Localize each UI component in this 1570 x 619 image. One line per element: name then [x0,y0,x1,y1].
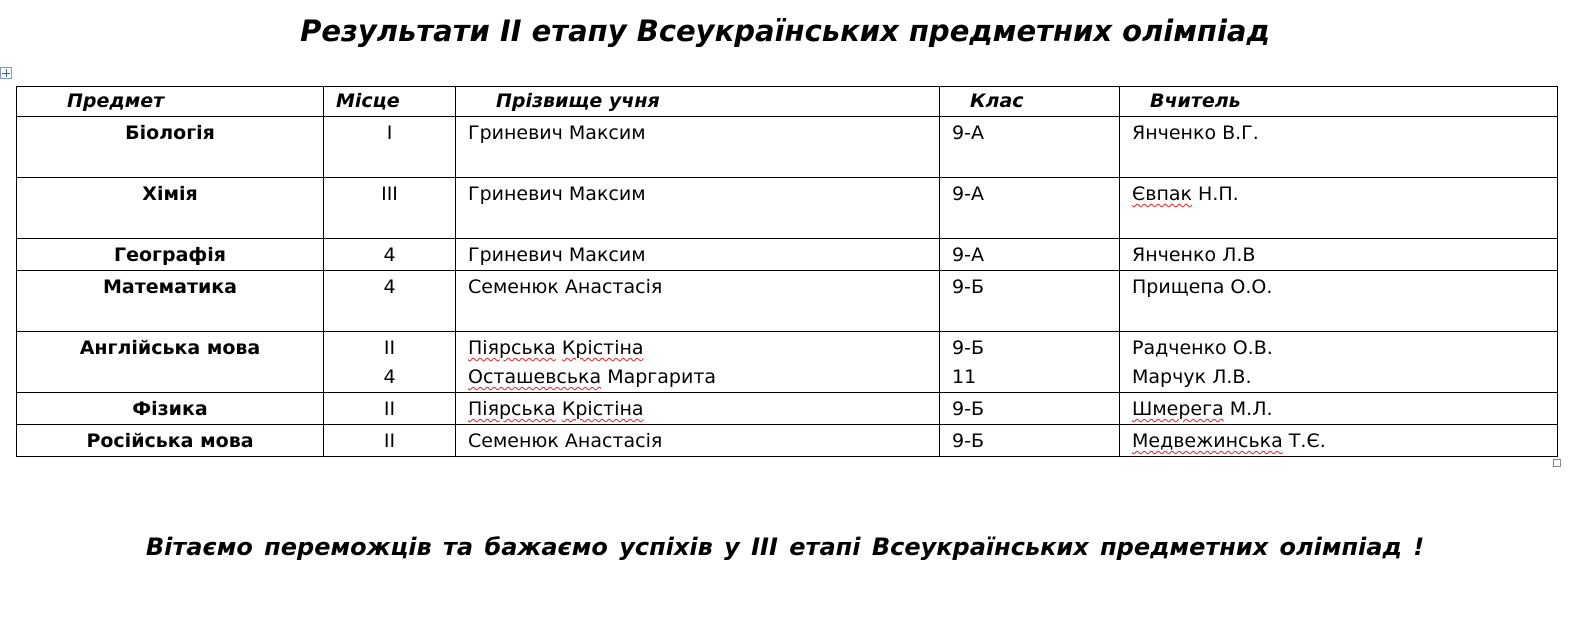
table-header-row [17,87,1558,117]
place-line: 4 [383,366,396,388]
cell-teacher [1120,332,1558,393]
cell-class: 9-А [940,178,1120,239]
cell-student: Семенюк Анастасія [456,271,940,332]
cell-subject: Математика [17,271,324,332]
cell-teacher [1120,178,1558,239]
page-title: Результати ІІ етапу Всеукраїнських предметних олімпіад [300,14,1270,48]
header-subject: Предмет [17,87,324,117]
student-line [468,363,927,392]
cell-teacher: Янченко В.Г. [1120,117,1558,178]
cell-teacher: Прищепа О.О. [1120,271,1558,332]
teacher-line: Радченко О.В. [1132,337,1273,359]
cell-student: Гриневич Максим [456,239,940,271]
student-line [468,334,927,363]
cell-subject: Біологія [17,117,324,178]
cell-place [324,332,456,393]
cell-class: 9-А [940,117,1120,178]
cell-teacher [1120,425,1558,457]
cell-place: І [324,117,456,178]
cell-student: Гриневич Максим [456,117,940,178]
header-student: Прізвище учня [456,87,940,117]
cell-class: 9-Б [940,425,1120,457]
teacher-surname: Медвежинська [1132,430,1283,452]
table-row [17,332,1558,393]
table-row [17,117,1558,178]
place-line: ІІ [383,337,396,359]
table-row [17,239,1558,271]
cell-subject: Фізика [17,393,324,425]
teacher-initials: Н.П. [1192,183,1239,205]
cell-subject: Географія [17,239,324,271]
student-firstname: Крістіна [561,398,644,420]
cell-place: 4 [324,271,456,332]
cell-subject: Хімія [17,178,324,239]
table-row [17,425,1558,457]
student-firstname: Маргарита [601,366,717,388]
teacher-initials: Т.Є. [1282,430,1326,452]
header-place: Місце [324,87,456,117]
cell-place: ІІ [324,393,456,425]
cell-teacher: Янченко Л.В [1120,239,1558,271]
cell-place: 4 [324,239,456,271]
teacher-line: Марчук Л.В. [1132,366,1252,388]
cell-class: 9-А [940,239,1120,271]
cell-place: ІІ [324,425,456,457]
cell-student [456,332,940,393]
cell-teacher [1120,393,1558,425]
table-row [17,271,1558,332]
cell-place: ІІІ [324,178,456,239]
student-surname: Піярська [468,337,556,359]
class-line: 9-Б [952,337,984,359]
congratulations-text: Вітаємо переможців та бажаємо успіхів у ІІІ етапі Всеукраїнських предметних олімпіад ! [145,533,1425,561]
header-class: Клас [940,87,1120,117]
header-teacher: Вчитель [1120,87,1558,117]
table-row [17,178,1558,239]
results-table [16,86,1558,457]
teacher-surname: Євпак [1132,183,1193,205]
cell-class [940,332,1120,393]
cell-student [456,393,940,425]
student-firstname: Крістіна [561,337,644,359]
student-surname: Піярська [468,398,556,420]
cell-subject: Англійська мова [17,332,324,393]
table-row [17,393,1558,425]
teacher-initials: М.Л. [1223,398,1273,420]
class-line: 11 [952,366,977,388]
cell-student: Гриневич Максим [456,178,940,239]
table-resize-handle-icon[interactable] [1553,459,1561,467]
table-move-handle-icon[interactable] [0,67,12,79]
student-surname: Осташевська [468,366,602,388]
teacher-surname: Шмерега [1132,398,1224,420]
cell-student: Семенюк Анастасія [456,425,940,457]
cell-class: 9-Б [940,393,1120,425]
cell-subject: Російська мова [17,425,324,457]
cell-class: 9-Б [940,271,1120,332]
